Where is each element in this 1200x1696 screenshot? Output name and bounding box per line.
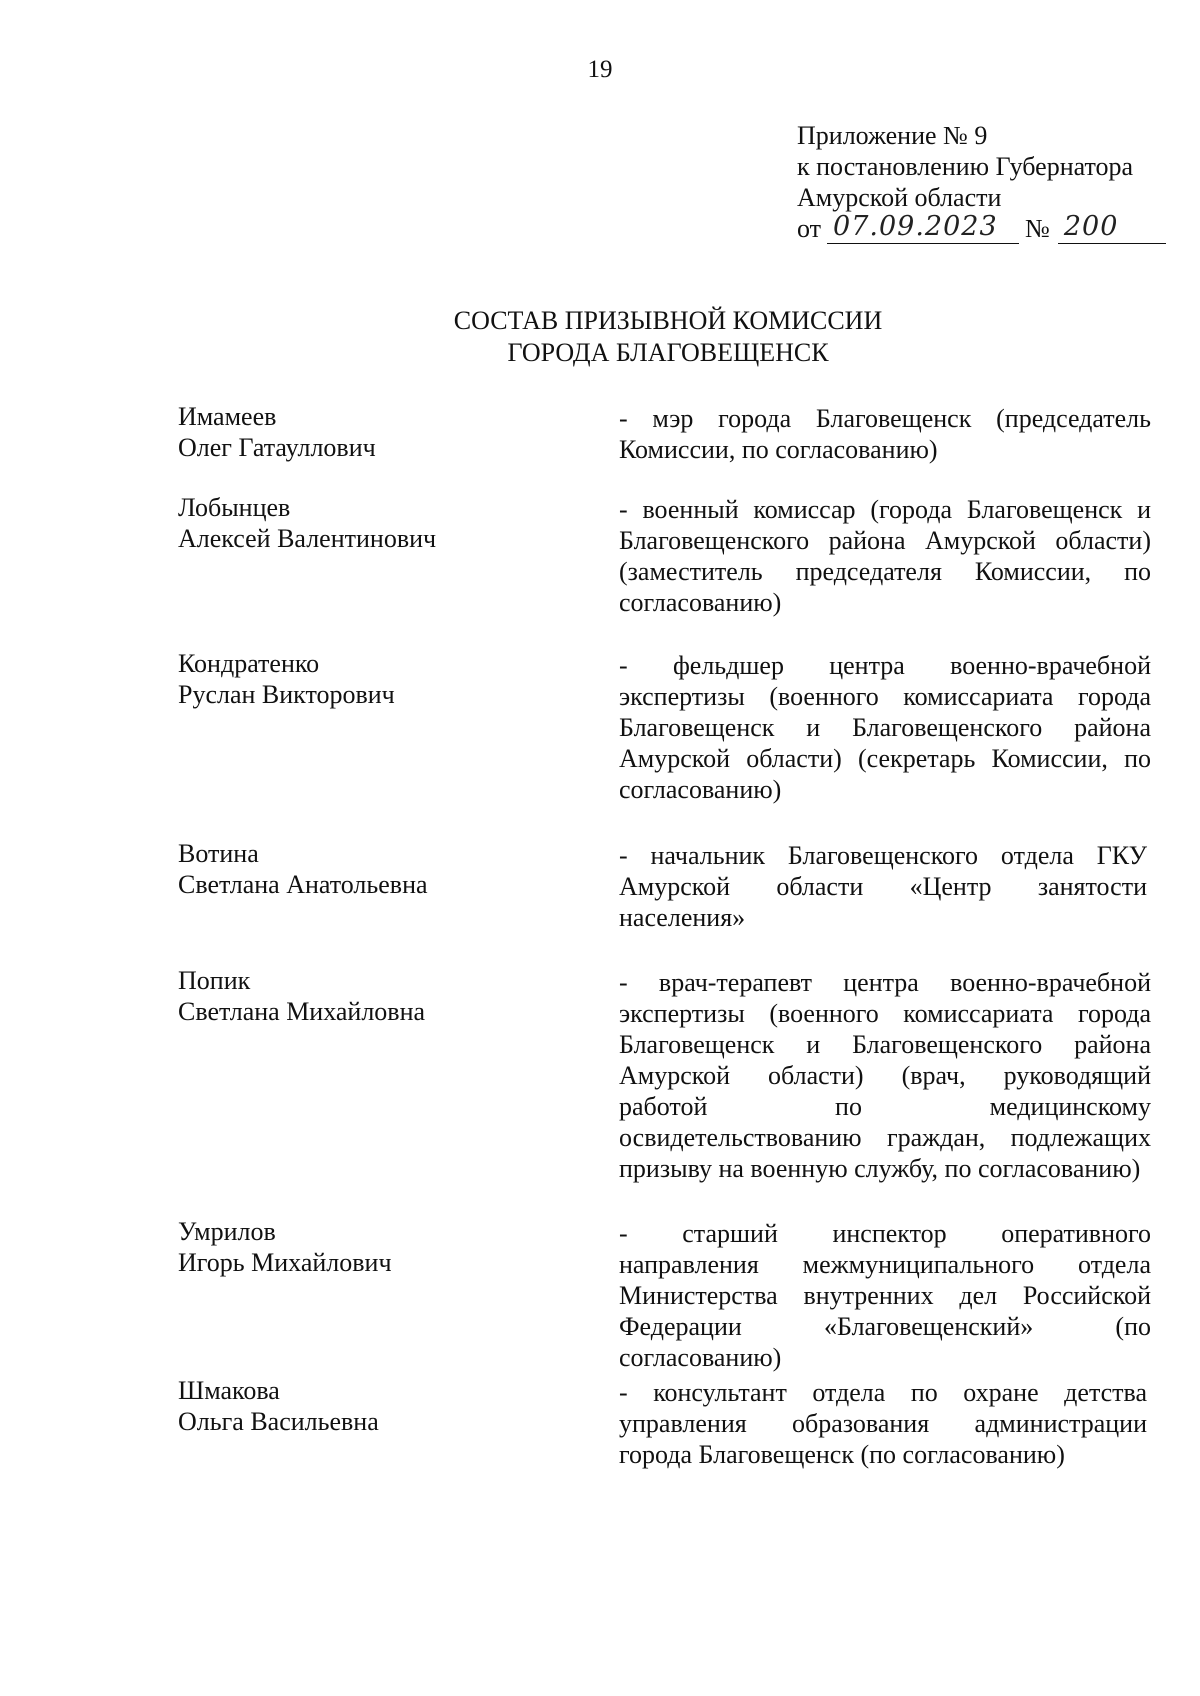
member-name (178, 401, 578, 463)
member-given-names: Игорь Михайлович (178, 1248, 392, 1277)
member-surname: Попик (178, 966, 251, 995)
member-name (178, 1375, 578, 1437)
member-role: - старший инспектор оперативного направления межмуниципального отдела Министерства внутренних дел Российской Федерации «Благовещенский» (по согласованию) (619, 1219, 1151, 1372)
member-given-names: Руслан Викторович (178, 680, 395, 709)
member-given-names: Светлана Анатольевна (178, 870, 428, 899)
number-field (1058, 213, 1166, 244)
member-role: - мэр города Благовещенск (председатель Комиссии, по согласованию) (619, 404, 1151, 464)
member-given-names: Олег Гатауллович (178, 433, 376, 462)
member-surname: Шмакова (178, 1376, 280, 1405)
member-name (178, 648, 578, 710)
member-name (178, 965, 578, 1027)
page-number: 19 (587, 56, 613, 83)
date-prefix: от (797, 214, 822, 243)
title-line-2: ГОРОДА БЛАГОВЕЩЕНСК (507, 338, 829, 367)
member-surname: Вотина (178, 839, 259, 868)
member-surname: Кондратенко (178, 649, 320, 678)
member-given-names: Алексей Валентинович (178, 524, 437, 553)
appendix-line-3: Амурской области (797, 183, 1002, 212)
title-line-1: СОСТАВ ПРИЗЫВНОЙ КОМИССИИ (453, 306, 883, 335)
date-field (827, 213, 1019, 244)
member-name (178, 838, 578, 900)
member-role: - врач-терапевт центра военно-врачебной экспертизы (военного комиссариата города Благовещенск и Благовещенского района Амурской области) (врач, руководящий работой по медицинскому освидетельствованию граждан, подлежащих призыву на военную службу, по согласованию) (619, 968, 1151, 1183)
member-role: - фельдшер центра военно-врачебной экспертизы (военного комиссариата города Благовещенск и Благовещенского района Амурской области) (секретарь Комиссии, по согласованию) (619, 651, 1151, 804)
handwritten-date: 07.09.2023 (833, 211, 998, 242)
member-name (178, 492, 578, 554)
member-surname: Умрилов (178, 1217, 276, 1246)
member-role: - начальник Благовещенского отдела ГКУ Амурской области «Центр занятости населения» (619, 841, 1147, 932)
member-role: - военный комиссар (города Благовещенск и Благовещенского района Амурской области) (заместитель председателя Комиссии, по согласованию) (619, 495, 1151, 617)
document-title (0, 305, 1200, 369)
appendix-line-2: к постановлению Губернатора (797, 152, 1134, 181)
member-role: - консультант отдела по охране детства управления образования администрации города Благовещенск (по согласованию) (619, 1378, 1147, 1469)
member-given-names: Ольга Васильевна (178, 1407, 379, 1436)
appendix-date-line (797, 213, 1166, 244)
member-given-names: Светлана Михайловна (178, 997, 426, 1026)
member-name (178, 1216, 578, 1278)
appendix-line-1: Приложение № 9 (797, 121, 988, 150)
member-surname: Имамеев (178, 402, 277, 431)
number-label: № (1025, 214, 1050, 243)
member-surname: Лобынцев (178, 493, 291, 522)
appendix-header (797, 120, 1166, 244)
handwritten-number: 200 (1063, 211, 1119, 242)
